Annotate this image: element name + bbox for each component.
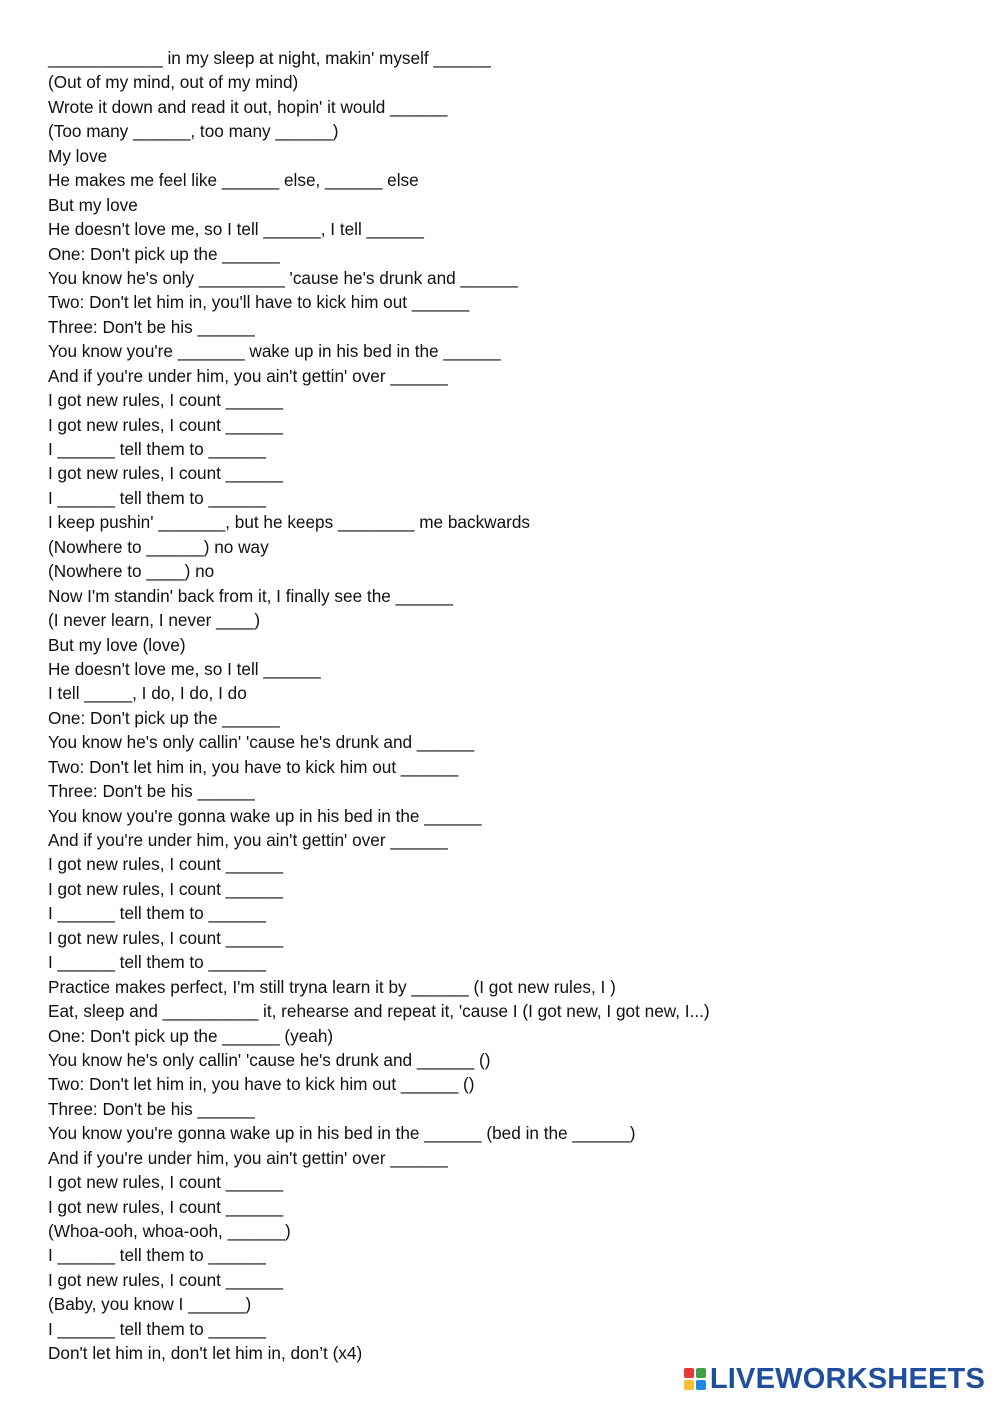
lyric-line: He doesn't love me, so I tell ______, I tell ______ <box>48 219 424 240</box>
lyric-line: (Nowhere to ______) no way <box>48 536 269 557</box>
lyric-line: I ______ tell them to ______ <box>48 1318 266 1339</box>
lyric-line: I got new rules, I count ______ <box>48 878 284 899</box>
lyric-line: Practice makes perfect, I'm still tryna learn it by ______ (I got new rules, I ) <box>48 976 616 997</box>
lyric-line: Now I'm standin' back from it, I finally see the ______ <box>48 585 453 606</box>
lyric-line: (Baby, you know I ______) <box>48 1294 252 1315</box>
lyric-line: I ______ tell them to ______ <box>48 1245 266 1266</box>
lyric-line: I tell _____, I do, I do, I do <box>48 683 247 704</box>
lyric-line: And if you're under him, you ain't gettin' over ______ <box>48 1147 448 1168</box>
lyric-line: I got new rules, I count ______ <box>48 1172 284 1193</box>
lyric-line: You know he's only callin' 'cause he's drunk and ______ <box>48 732 475 753</box>
lyric-line: I got new rules, I count ______ <box>48 854 284 875</box>
lyric-line: Don't let him in, don't let him in, don’t (x4) <box>48 1343 363 1364</box>
lyric-line: You know you're _______ wake up in his bed in the ______ <box>48 341 501 362</box>
lyric-line: I ______ tell them to ______ <box>48 952 266 973</box>
lyric-line: I ______ tell them to ______ <box>48 903 266 924</box>
lyric-line: Two: Don't let him in, you'll have to kick him out ______ <box>48 292 470 313</box>
lyric-line: (I never learn, I never ____) <box>48 610 261 631</box>
logo-square-green <box>696 1368 706 1378</box>
lyric-line: One: Don't pick up the ______ <box>48 243 280 264</box>
lyric-line: Eat, sleep and __________ it, rehearse and repeat it, 'cause I (I got new, I got new, I...) <box>48 1001 710 1022</box>
lyric-line: I got new rules, I count ______ <box>48 414 284 435</box>
lyric-line: (Whoa-ooh, whoa-ooh, ______) <box>48 1221 291 1241</box>
lyric-line: I keep pushin' _______, but he keeps ________ me backwards <box>48 512 531 533</box>
lyric-line: I ______ tell them to ______ <box>48 439 266 459</box>
lyric-line: Three: Don't be his ______ <box>48 1098 255 1119</box>
lyric-line: Three: Don't be his ______ <box>48 316 255 337</box>
lyric-line: I got new rules, I count ______ <box>48 463 284 484</box>
logo-square-red <box>684 1368 694 1378</box>
lyric-line: My love <box>48 145 108 166</box>
lyric-line: He makes me feel like ______ else, ______ else <box>48 170 419 191</box>
lyric-line: (Nowhere to ____) no <box>48 561 215 582</box>
lyric-line: You know you're gonna wake up in his bed in the ______ <box>48 805 482 826</box>
lyrics-worksheet <box>48 46 978 1366</box>
lyric-line: You know he's only callin' 'cause he's drunk and ______ () <box>48 1049 491 1070</box>
logo-square-yellow <box>684 1380 694 1390</box>
lyric-line: But my love <box>48 194 138 215</box>
lyric-line: Two: Don't let him in, you have to kick him out ______ <box>48 756 459 777</box>
lyric-line: Three: Don't be his ______ <box>48 781 255 802</box>
lyric-line: (Too many ______, too many ______) <box>48 121 339 142</box>
logo-wordmark: LIVEWORKSHEETS <box>709 1363 985 1395</box>
lyric-line: And if you're under him, you ain't gettin' over ______ <box>48 365 448 386</box>
logo-square-blue <box>696 1380 706 1390</box>
liveworksheets-logo[interactable] <box>684 1362 985 1396</box>
lyric-line: ____________ in my sleep at night, makin' myself ______ <box>48 48 491 68</box>
lyric-line: You know he's only _________ 'cause he's drunk and ______ <box>48 267 518 288</box>
lyric-line: I ______ tell them to ______ <box>48 487 266 508</box>
lyric-line: (Out of my mind, out of my mind) <box>48 72 299 93</box>
lyric-line: One: Don't pick up the ______ <box>48 707 280 728</box>
liveworksheets-logo-icon <box>684 1368 706 1390</box>
lyric-line: You know you're gonna wake up in his bed in the ______ (bed in the ______) <box>48 1123 636 1144</box>
lyric-line: Two: Don't let him in, you have to kick him out ______ () <box>48 1074 475 1095</box>
lyric-line: Wrote it down and read it out, hopin' it would ______ <box>48 96 448 117</box>
lyric-line: One: Don't pick up the ______ (yeah) <box>48 1025 334 1046</box>
lyric-line: I got new rules, I count ______ <box>48 390 284 411</box>
lyric-line: I got new rules, I count ______ <box>48 1196 284 1217</box>
lyric-line: But my love (love) <box>48 634 186 655</box>
lyric-line: I got new rules, I count ______ <box>48 927 284 948</box>
lyric-line: And if you're under him, you ain't gettin' over ______ <box>48 830 448 850</box>
lyric-line: He doesn't love me, so I tell ______ <box>48 658 321 679</box>
lyric-line: I got new rules, I count ______ <box>48 1269 284 1290</box>
